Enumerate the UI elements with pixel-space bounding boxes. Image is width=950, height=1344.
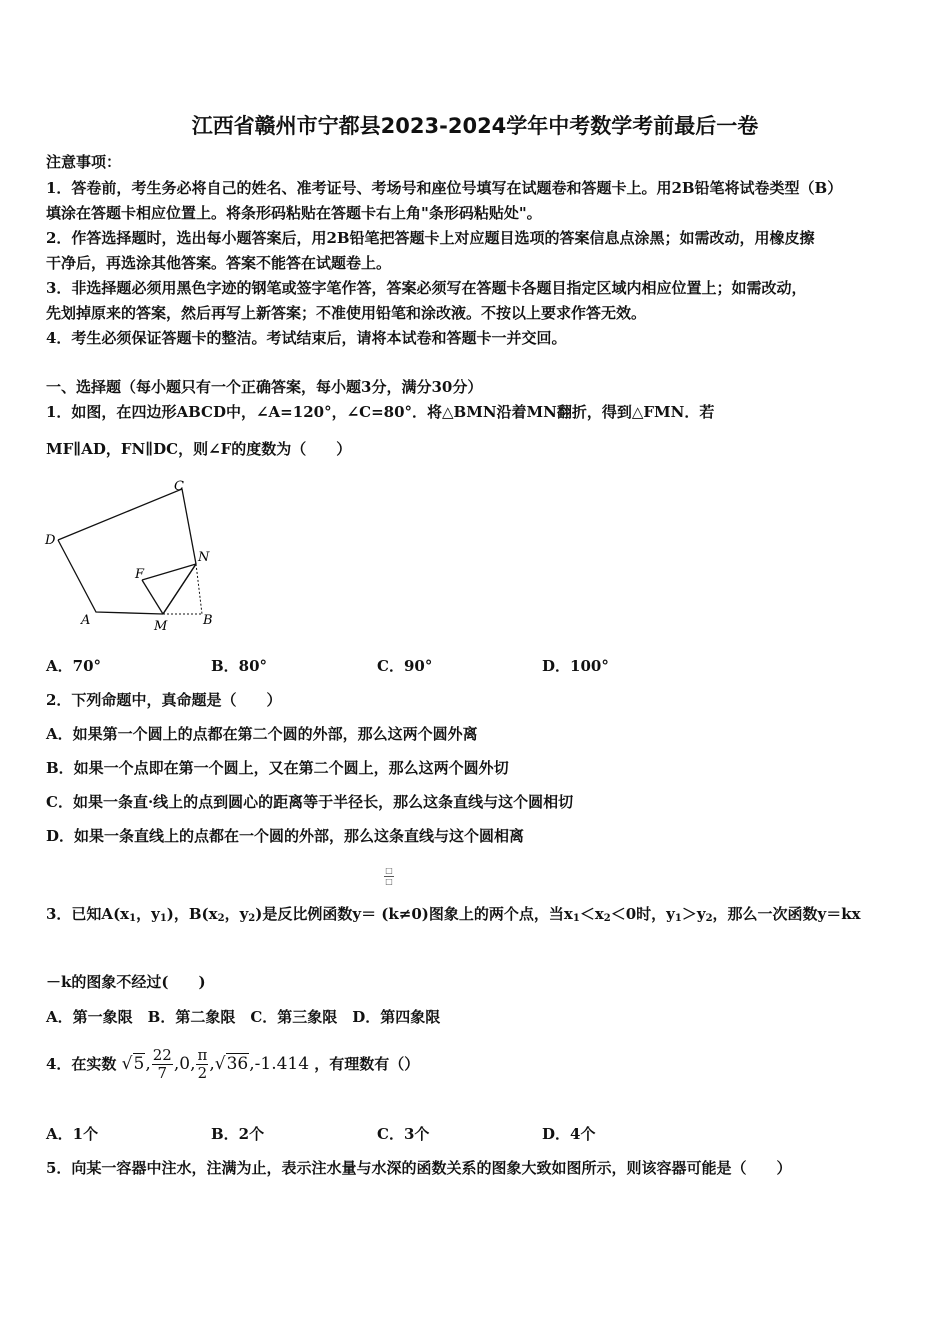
- q3-text-7: ＜0时，y: [610, 905, 675, 923]
- q3-fraction-placeholder: [384, 866, 394, 887]
- fraction-22-7-numerator: 22: [152, 1046, 172, 1064]
- q3-text-2: ，y: [136, 905, 160, 923]
- q3-text-5: )是反比例函数y＝ (k≠0)图象上的两个点，当x: [255, 905, 573, 923]
- q3-sub-1: 1: [129, 913, 137, 924]
- q4-option-b[interactable]: B．2个: [211, 1125, 265, 1143]
- notice-line-2: 填涂在答题卡相应位置上。将条形码粘贴在答题卡右上角"条形码粘贴处"。: [46, 204, 542, 222]
- q3-options[interactable]: A．第一象限 B．第二象限 C．第三象限 D．第四象限: [46, 1008, 441, 1026]
- quadrilateral-edge-ad: [58, 540, 163, 614]
- page-title: 江西省赣州市宁都县2023-2024学年中考数学考前最后一卷: [191, 114, 759, 138]
- q3-text-4: ，y: [224, 905, 249, 923]
- notice-heading: 注意事项：: [46, 153, 122, 171]
- notice-line-4: 干净后，再选涂其他答案。答案不能答在试题卷上。: [46, 254, 392, 272]
- segment-mn: [163, 564, 196, 614]
- q3-text-9: ，那么一次函数y＝kx: [712, 905, 861, 923]
- q3-text-3: )，B(x: [166, 905, 218, 923]
- q2-option-a[interactable]: A．如果第一个圆上的点都在第二个圆的外部，那么这两个圆外离: [46, 725, 478, 743]
- q4-option-a[interactable]: A．1个: [46, 1125, 99, 1143]
- q5-stem: 5．向某一容器中注水，注满为止，表示注水量与水深的函数关系的图象大致如图所示，则该容器可能是（ ）: [46, 1159, 792, 1177]
- label-f: F: [135, 567, 145, 582]
- q2-stem: 2．下列命题中，真命题是（ ）: [46, 691, 282, 709]
- q1-option-b[interactable]: B．80°: [211, 657, 268, 675]
- notice-line-6: 先划掉原来的答案，然后再写上新答案；不准使用铅笔和涂改液。不按以上要求作答无效。: [46, 304, 647, 322]
- q3-sub-8: 2: [705, 913, 713, 924]
- q3-sub-6: 2: [603, 913, 611, 924]
- q3-sub-5: 1: [572, 913, 580, 924]
- q1-figure: [40, 472, 230, 637]
- q3-fraction-denominator: □: [385, 877, 393, 886]
- q3-stem-line1: [46, 904, 861, 929]
- fraction-22-7: [152, 1047, 173, 1082]
- q4-number-list: √5, $\frac{22}{7}$ ,0, $\frac{\pi}{2}$ ,√36,-1.414: [121, 1046, 310, 1082]
- q1-option-c[interactable]: C．90°: [377, 657, 433, 675]
- q1-stem-line1: 1．如图，在四边形ABCD中，∠A=120°，∠C=80°．将△BMN沿着MN翻折，得到△FMN．若: [46, 403, 715, 421]
- zero-value: 0: [179, 1054, 191, 1074]
- q3-sub-4: 2: [248, 913, 256, 924]
- notice-line-3: 2．作答选择题时，选出每小题答案后，用2B铅笔把答题卡上对应题目选项的答案信息点涂黑；如需改动，用橡皮擦: [46, 229, 815, 247]
- sqrt5-radicand: 5: [133, 1054, 145, 1074]
- label-c: C: [174, 479, 184, 494]
- notice-line-1: 1．答卷前，考生务必将自己的姓名、准考证号、考场号和座位号填写在试题卷和答题卡上。用2B铅笔将试卷类型（B）: [46, 179, 843, 197]
- label-d: D: [45, 533, 56, 548]
- q3-sub-3: 2: [217, 913, 225, 924]
- segment-fn: [142, 564, 196, 580]
- notice-line-7: 4．考生必须保证答题卡的整洁。考试结束后，请将本试卷和答题卡一并交回。: [46, 329, 567, 347]
- q2-option-c[interactable]: C．如果一条直·线上的点到圆心的距离等于半径长，那么这条直线与这个圆相切: [46, 793, 574, 811]
- dashed-nb: [196, 564, 202, 614]
- q3-text-8: ＞y: [681, 905, 706, 923]
- q3-sub-2: 1: [159, 913, 167, 924]
- label-b: B: [203, 613, 213, 628]
- label-n: N: [198, 550, 210, 565]
- q1-stem-line2: MF∥AD，FN∥DC，则∠F的度数为（ ）: [46, 440, 352, 458]
- fraction-pi-2-numerator: π: [197, 1046, 208, 1064]
- q3-text-6: ＜x: [579, 905, 604, 923]
- q4-stem: [46, 1044, 419, 1088]
- q3-fraction-numerator: □: [385, 866, 393, 875]
- fraction-pi-2: [196, 1047, 208, 1082]
- fraction-pi-2-denominator: 2: [197, 1064, 208, 1082]
- fraction-22-7-denominator: 7: [157, 1064, 168, 1082]
- section-heading: 一、选择题（每小题只有一个正确答案，每小题3分，满分30分）: [46, 378, 483, 396]
- q3-stem-line2: －k的图象不经过( ): [46, 973, 206, 991]
- label-m: M: [154, 619, 168, 634]
- q2-option-b[interactable]: B．如果一个点即在第一个圆上，又在第二个圆上，那么这两个圆外切: [46, 759, 509, 777]
- sqrt36-radicand: 36: [226, 1054, 249, 1074]
- q3-text-1: 3．已知A(x: [46, 905, 130, 923]
- q1-option-a[interactable]: A．70°: [46, 657, 102, 675]
- q4-prefix: 4．在实数: [46, 1055, 117, 1073]
- q4-option-c[interactable]: C．3个: [377, 1125, 430, 1143]
- notice-line-5: 3．非选择题必须用黑色字迹的钢笔或签字笔作答，答案必须写在答题卡各题目指定区域内相应位置上；如需改动，: [46, 279, 807, 297]
- segment-fm: [142, 580, 163, 614]
- q4-option-d[interactable]: D．4个: [542, 1125, 596, 1143]
- label-a: A: [81, 613, 91, 628]
- q4-suffix: ，有理数有（）: [314, 1055, 420, 1073]
- negative-value: -1.414: [254, 1054, 310, 1074]
- q2-option-d[interactable]: D．如果一条直线上的点都在一个圆的外部，那么这条直线与这个圆相离: [46, 827, 525, 845]
- q3-sub-7: 1: [674, 913, 682, 924]
- q1-option-d[interactable]: D．100°: [542, 657, 609, 675]
